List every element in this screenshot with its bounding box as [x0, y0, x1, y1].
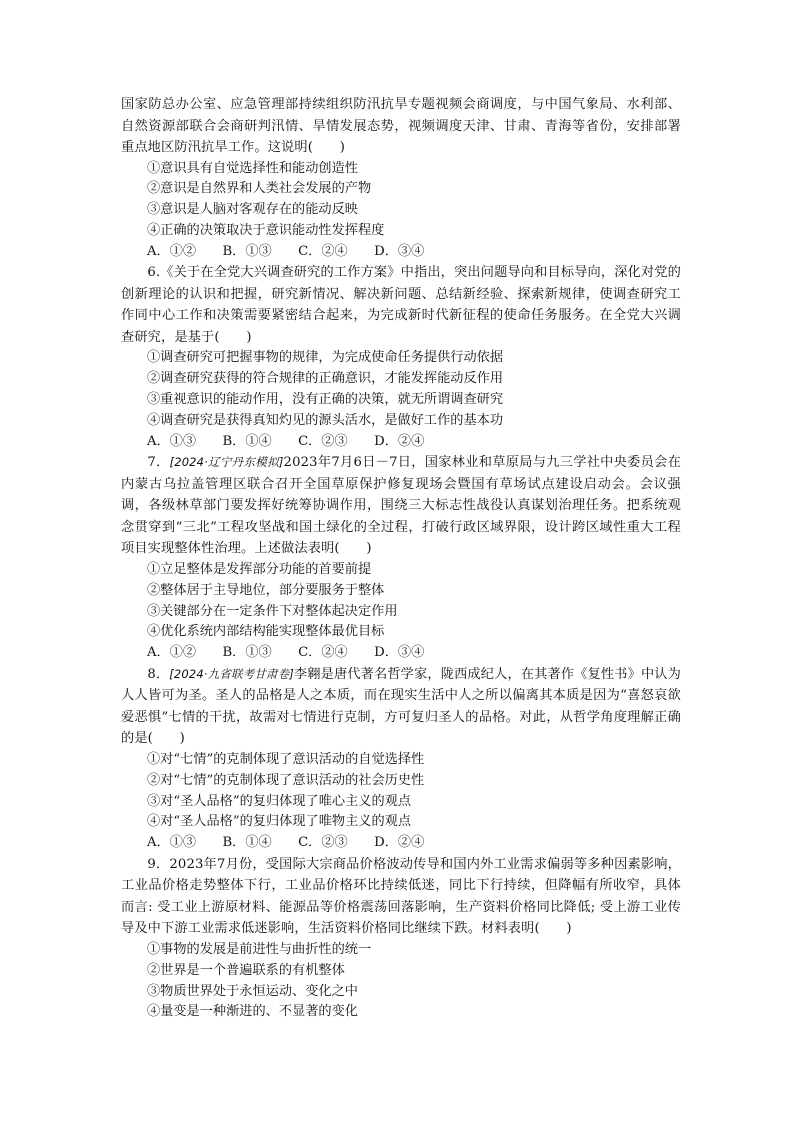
question-6-stem: 6.《关于在全党大兴调查研究的工作方案》中指出，突出问题导向和目标导向，深化对党的创新理论的认识和把握，研究新情况、解决新问题、总结新经验、探索新规律，使调查研究工作同中心工作和决策需要紧密结合起来，为完成新时代新征程的使命任务服务。在全党大兴调查研究，是基于( ) — [121, 265, 681, 345]
question-7-number: 7． — [147, 455, 170, 471]
question-9-option-1: ①事物的发展是前进性与曲折性的统一 — [147, 941, 372, 957]
question-5-stem: 国家防总办公室、应急管理部持续组织防汛抗旱专题视频会商调度，与中国气象局、水利部、自然资源部联合会商研判汛情、旱情发展态势，视频调度天津、甘肃、青海等省份，安排部署重点地区防汛抗旱工作。这说明( ) — [121, 97, 681, 155]
question-7-option-2: ②整体居于主导地位，部分要服务于整体 — [147, 582, 385, 598]
question-8-number: 8． — [147, 666, 170, 682]
question-7-option-4: ④优化系统内部结构能实现整体最优目标 — [147, 624, 385, 640]
question-8-option-2: ②对“七情”的克制体现了意识活动的社会历史性 — [147, 772, 425, 788]
question-9-option-4: ④量变是一种渐进的、不显著的变化 — [147, 1004, 358, 1020]
question-7-choices: A．①② B．①③ C．②④ D．③④ — [147, 645, 425, 661]
question-9-option-3: ③物质世界处于永恒运动、变化之中 — [147, 983, 358, 999]
question-5-option-4: ④正确的决策取决于意识能动性发挥程度 — [147, 222, 385, 238]
question-8-option-3: ③对“圣人品格”的复归体现了唯心主义的观点 — [147, 793, 412, 809]
question-7-stem: 2023年7月6日－7日，国家林业和草原局与九三学社中央委员会在内蒙古乌拉盖管理区联合召开全国草原保护修复现场会暨国有草场试点建设启动会。会议强调，各级林草部门要发挥好统筹协调作用，围绕三大标志性战役认真谋划治理任务。把系统观念贯穿到“三北”工程攻坚战和国土绿化的全过程，打破行政区域界限，设计跨区域性重大工程项目实现整体性治理。上述做法表明( ) — [121, 455, 681, 557]
question-8-source: [2024·九省联考甘肃卷] — [169, 666, 294, 681]
question-8-option-4: ④对“圣人品格”的复归体现了唯物主义的观点 — [147, 814, 412, 830]
question-6-choices: A．①③ B．①④ C．②③ D．②④ — [147, 433, 425, 449]
question-9-stem: 9．2023年7月份，受国际大宗商品价格波动传导和国内外工业需求偏弱等多种因素影响，工业品价格走势整体下行，工业品价格环比持续低迷，同比下行持续，但降幅有所收窄，具体而言: 受工业上游原材料、能源品等价格震荡回落影响，生产资料价格同比降低; 受上游工业传导及中下游工业需求低迷影响，生活资料价格同比继续下跌。材料表明( ) — [121, 856, 681, 937]
question-5-option-3: ③意识是人脑对客观存在的能动反映 — [147, 202, 358, 218]
question-7-source: [2024·辽宁丹东模拟] — [169, 455, 284, 470]
question-8-choices: A．①③ B．①④ C．②③ D．②④ — [147, 835, 425, 851]
question-5-option-2: ②意识是自然界和人类社会发展的产物 — [147, 181, 372, 197]
question-7-stem-block — [121, 452, 681, 560]
question-8-option-1: ①对“七情”的克制体现了意识活动的自觉选择性 — [147, 751, 425, 767]
question-6-option-1: ①调查研究可把握事物的规律，为完成使命任务提供行动依据 — [147, 350, 504, 366]
question-7-option-1: ①立足整体是发挥部分功能的首要前提 — [147, 561, 372, 577]
question-5-choices: A．①② B．①③ C．②④ D．③④ — [147, 243, 425, 259]
question-6-option-4: ④调查研究是获得真知灼见的源头活水，是做好工作的基本功 — [147, 412, 504, 428]
question-6-option-3: ③重视意识的能动作用，没有正确的决策，就无所谓调查研究 — [147, 392, 504, 408]
question-8-stem: 李翱是唐代著名哲学家，陇西成纪人，在其著作《复性书》中认为人人皆可为圣。圣人的品格是人之本质，而在现实生活中人之所以偏离其本质是因为“喜怒哀欲爱恶惧”七情的干扰，故需对七情进行克制，方可复归圣人的品格。对此，从哲学角度理解正确的是( ) — [121, 666, 681, 747]
question-5-option-1: ①意识具有自觉选择性和能动创造性 — [147, 160, 358, 176]
question-8-stem-block — [121, 664, 681, 750]
question-6-option-2: ②调查研究获得的符合规律的正确意识，才能发挥能动反作用 — [147, 371, 504, 387]
document-page — [121, 94, 681, 1023]
question-7-option-3: ③关键部分在一定条件下对整体起决定作用 — [147, 603, 398, 619]
question-9-option-2: ②世界是一个普遍联系的有机整体 — [147, 962, 345, 978]
